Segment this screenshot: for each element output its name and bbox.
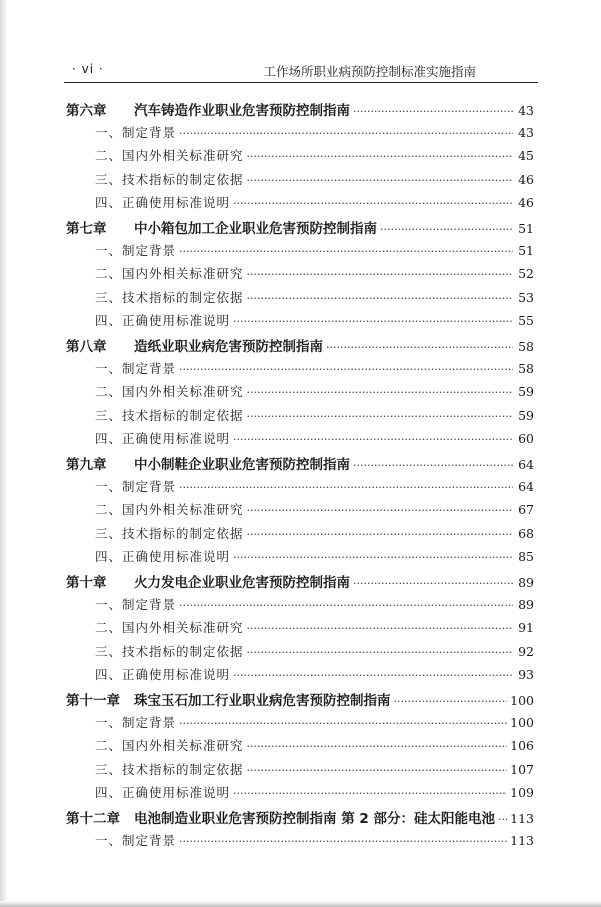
section-title: 二、国内外相关标准研究 (95, 384, 244, 400)
dot-leader (233, 433, 513, 446)
toc-section-entry (95, 831, 534, 853)
page-number: · vi · (72, 62, 104, 76)
toc-chapter-entry (66, 335, 534, 357)
page-reference: 64 (518, 457, 534, 472)
section-title: 四、正确使用标准说明 (95, 549, 231, 565)
chapter-title: 珠宝玉石加工行业职业病危害预防控制指南 (134, 693, 391, 709)
dot-leader (380, 223, 513, 236)
dot-leader (233, 551, 513, 564)
dot-leader (247, 386, 513, 399)
chapter-title: 中小箱包加工企业职业危害预防控制指南 (134, 221, 377, 237)
dot-leader (179, 245, 513, 258)
page-reference: 68 (518, 525, 534, 541)
toc-section-entry (95, 429, 534, 451)
toc-section-entry (95, 665, 534, 687)
page-reference: 89 (518, 575, 534, 590)
dot-leader (247, 150, 513, 163)
section-title: 三、技术指标的制定依据 (95, 407, 244, 423)
page-reference: 58 (518, 339, 534, 354)
toc-chapter-entry (66, 217, 534, 239)
toc-section-entry (95, 524, 534, 546)
toc-section-entry (95, 170, 534, 192)
toc-section-entry (95, 146, 534, 168)
chapter-number: 第七章 (66, 221, 107, 237)
chapter-number: 第六章 (66, 103, 107, 119)
toc-section-entry (95, 500, 534, 522)
page-reference: 59 (518, 407, 534, 423)
section-title: 一、制定背景 (95, 124, 177, 140)
page-reference: 46 (518, 195, 534, 211)
page-reference: 43 (518, 124, 534, 140)
chapter-title: 汽车铸造作业职业危害预防控制指南 (134, 103, 350, 119)
dot-leader (179, 835, 507, 848)
section-title: 三、技术指标的制定依据 (95, 761, 244, 777)
section-title: 二、国内外相关标准研究 (95, 738, 244, 754)
section-title: 一、制定背景 (95, 832, 177, 848)
page-reference: 100 (510, 714, 534, 730)
toc-chapter-entry (66, 571, 534, 593)
toc-section-entry (95, 241, 534, 263)
dot-leader (247, 622, 513, 635)
page-reference: 109 (510, 785, 534, 801)
page-reference: 89 (518, 596, 534, 612)
section-title: 一、制定背景 (95, 478, 177, 494)
section-title: 一、制定背景 (95, 596, 177, 612)
page-reference: 91 (518, 620, 534, 636)
dot-leader (247, 646, 513, 659)
section-title: 四、正确使用标准说明 (95, 195, 231, 211)
page-reference: 113 (510, 811, 534, 826)
page-reference: 51 (518, 242, 534, 258)
dot-leader (247, 268, 513, 281)
section-title: 四、正确使用标准说明 (95, 667, 231, 683)
section-title: 一、制定背景 (95, 360, 177, 376)
page-reference: 59 (518, 384, 534, 400)
dot-leader (179, 127, 513, 140)
page-reference: 51 (518, 221, 534, 236)
dot-leader (233, 197, 513, 210)
dot-leader (247, 174, 513, 187)
toc-section-entry (95, 406, 534, 428)
toc-section-entry (95, 736, 534, 758)
section-title: 二、国内外相关标准研究 (95, 620, 244, 636)
page-reference: 100 (510, 693, 534, 708)
page-reference: 85 (518, 549, 534, 565)
toc-section-entry (95, 642, 534, 664)
dot-leader (247, 410, 513, 423)
page-reference: 52 (518, 266, 534, 282)
toc-section-entry (95, 595, 534, 617)
page-reference: 46 (518, 171, 534, 187)
page-reference: 113 (510, 832, 534, 848)
toc-section-entry (95, 618, 534, 640)
toc-section-entry (95, 783, 534, 805)
section-title: 三、技术指标的制定依据 (95, 525, 244, 541)
page-reference: 64 (518, 478, 534, 494)
section-title: 三、技术指标的制定依据 (95, 289, 244, 305)
section-title: 四、正确使用标准说明 (95, 785, 231, 801)
section-title: 一、制定背景 (95, 242, 177, 258)
dot-leader (394, 695, 508, 708)
chapter-number: 第八章 (66, 339, 107, 355)
toc-section-entry (95, 123, 534, 145)
page-reference: 107 (510, 761, 534, 777)
toc-section-entry (95, 477, 534, 499)
dot-leader (233, 669, 513, 682)
dot-leader (247, 528, 513, 541)
page-reference: 45 (518, 148, 534, 164)
dot-leader (179, 363, 513, 376)
toc-section-entry (95, 382, 534, 404)
chapter-title: 中小制鞋企业职业危害预防控制指南 (134, 457, 350, 473)
section-title: 二、国内外相关标准研究 (95, 148, 244, 164)
chapter-title: 造纸业职业病危害预防控制指南 (134, 339, 323, 355)
page-reference: 55 (518, 313, 534, 329)
toc-chapter-entry (66, 99, 534, 121)
toc-section-entry (95, 288, 534, 310)
book-title: 工作场所职业病预防控制标准实施指南 (263, 64, 476, 79)
dot-leader (179, 481, 513, 494)
page-reference: 60 (518, 431, 534, 447)
chapter-number: 第十一章 (66, 693, 120, 709)
page-reference: 67 (518, 502, 534, 518)
dot-leader (247, 764, 508, 777)
section-title: 二、国内外相关标准研究 (95, 266, 244, 282)
dot-leader (498, 813, 507, 826)
chapter-number: 第十二章 (66, 811, 120, 827)
toc-section-entry (95, 193, 534, 215)
page-reference: 93 (518, 667, 534, 683)
page-reference: 43 (518, 103, 534, 118)
toc-section-entry (95, 713, 534, 735)
dot-leader (247, 504, 513, 517)
dot-leader (353, 105, 513, 118)
section-title: 三、技术指标的制定依据 (95, 171, 244, 187)
section-title: 四、正确使用标准说明 (95, 313, 231, 329)
toc-section-entry (95, 547, 534, 569)
section-title: 一、制定背景 (95, 714, 177, 730)
dot-leader (179, 599, 513, 612)
dot-leader (247, 292, 513, 305)
page-reference: 58 (518, 360, 534, 376)
dot-leader (233, 787, 507, 800)
page-reference: 106 (510, 738, 534, 754)
dot-leader (233, 315, 513, 328)
toc-section-entry (95, 359, 534, 381)
section-title: 三、技术指标的制定依据 (95, 643, 244, 659)
toc-chapter-entry (66, 453, 534, 475)
chapter-title: 电池制造业职业危害预防控制指南 第 2 部分：硅太阳能电池 (134, 811, 495, 827)
dot-leader (179, 717, 507, 730)
toc-chapter-entry (66, 689, 534, 711)
chapter-number: 第九章 (66, 457, 107, 473)
toc-section-entry (95, 264, 534, 286)
dot-leader (247, 740, 508, 753)
toc-chapter-entry (66, 807, 534, 829)
chapter-number: 第十章 (66, 575, 107, 591)
dot-leader (353, 459, 513, 472)
dot-leader (353, 577, 513, 590)
toc-section-entry (95, 760, 534, 782)
page-reference: 53 (518, 289, 534, 305)
page-reference: 92 (518, 643, 534, 659)
section-title: 二、国内外相关标准研究 (95, 502, 244, 518)
toc-section-entry (95, 311, 534, 333)
chapter-title: 火力发电企业职业危害预防控制指南 (134, 575, 350, 591)
dot-leader (326, 341, 513, 354)
section-title: 四、正确使用标准说明 (95, 431, 231, 447)
